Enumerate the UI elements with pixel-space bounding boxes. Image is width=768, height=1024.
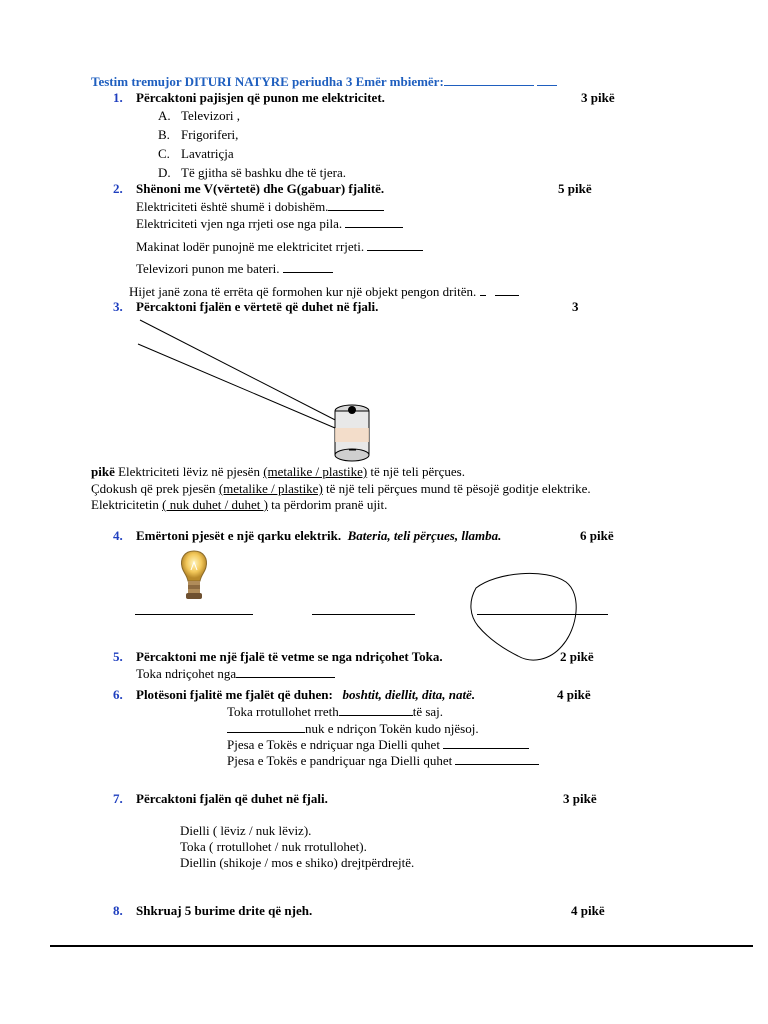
q1-option-c-text: Lavatriçja bbox=[181, 146, 234, 161]
question-2-number: 2. bbox=[113, 181, 123, 196]
q2-answer-line-2[interactable] bbox=[345, 215, 403, 228]
q5-answer-line[interactable] bbox=[236, 665, 335, 678]
q6-sentence-1: Toka rrotullohet rreth të saj. bbox=[227, 704, 444, 719]
bottom-divider bbox=[50, 945, 753, 947]
q3-choice-1[interactable]: (metalike / plastike) bbox=[263, 464, 368, 479]
q6-answer-line-1[interactable] bbox=[339, 703, 413, 716]
q7-sentence-1[interactable]: Dielli ( lëviz / nuk lëviz). bbox=[180, 823, 312, 838]
q3-sentence-1: pikë Elektriciteti lëviz në pjesën (metalike / plastike) të një teli përçues. bbox=[91, 464, 465, 479]
question-1-text: Përcaktoni pajisjen që punon me elektricitet. bbox=[136, 90, 385, 105]
q6-answer-line-4[interactable] bbox=[455, 752, 539, 765]
wire-upper bbox=[140, 320, 345, 425]
battery-icon bbox=[335, 405, 369, 461]
question-4-number: 4. bbox=[113, 528, 123, 543]
q2-statement-2: Elektriciteti vjen nga rrjeti ose nga pila. bbox=[136, 215, 403, 232]
q2-statement-5: Hijet janë zona të errëta që formohen kur një objekt pengon dritën. bbox=[129, 283, 519, 300]
battery-wires-illustration bbox=[130, 310, 380, 470]
q6-sentence-2: nuk e ndriçon Tokën kudo njësoj. bbox=[227, 720, 479, 737]
q6-sentence-4: Pjesa e Tokës e pandriçuar nga Dielli quhet bbox=[227, 752, 539, 769]
q3-choice-3[interactable]: ( nuk duhet / duhet ) bbox=[162, 497, 268, 512]
q3-sentence-2: Çdokush që prek pjesën (metalike / plastike) të një teli përçues mund të pësojë goditje elektrike. bbox=[91, 481, 591, 496]
q6-answer-line-3[interactable] bbox=[443, 736, 529, 749]
question-7-text: Përcaktoni fjalën që duhet në fjali. bbox=[136, 791, 328, 806]
q1-option-b-text: Frigoriferi, bbox=[181, 127, 239, 142]
q3-sentence-3: Elektricitetin ( nuk duhet / duhet ) ta përdorim pranë ujit. bbox=[91, 497, 388, 512]
question-7-number: 7. bbox=[113, 791, 123, 806]
q7-sentence-3[interactable]: Diellin (shikoje / mos e shiko) drejtpërdrejtë. bbox=[180, 855, 415, 870]
q2-answer-line-4[interactable] bbox=[283, 260, 333, 273]
question-2-text: Shënoni me V(vërtetë) dhe G(gabuar) fjalitë. bbox=[136, 181, 385, 196]
name-answer-line[interactable] bbox=[444, 73, 534, 86]
q4-answer-line-1[interactable] bbox=[135, 614, 253, 615]
q7-sentence-2[interactable]: Toka ( rrotullohet / nuk rrotullohet). bbox=[180, 839, 367, 854]
question-5-number: 5. bbox=[113, 649, 123, 664]
question-8-text: Shkruaj 5 burime drite që njeh. bbox=[136, 903, 313, 918]
q6-sentence-3: Pjesa e Tokës e ndriçuar nga Dielli quhet bbox=[227, 736, 529, 753]
q1-option-d[interactable]: D. bbox=[158, 165, 171, 180]
question-4-text: Emërtoni pjesët e një qarku elektrik. Bateria, teli përçues, llamba. bbox=[136, 528, 502, 543]
question-6-points: 4 pikë bbox=[557, 687, 591, 702]
q6-answer-line-2[interactable] bbox=[227, 720, 305, 733]
question-4-points: 6 pikë bbox=[580, 528, 614, 543]
q1-option-b[interactable]: B. bbox=[158, 127, 170, 142]
q2-answer-line-3[interactable] bbox=[367, 238, 423, 251]
test-title: Testim tremujor DITURI NATYRE periudha 3 Emër mbiemër: bbox=[91, 73, 557, 90]
question-5-points: 2 pikë bbox=[560, 649, 594, 664]
question-3-text: Përcaktoni fjalën e vërtetë që duhet në fjali. bbox=[136, 299, 379, 314]
q2-statement-4: Televizori punon me bateri. bbox=[136, 260, 333, 277]
q1-option-d-text: Të gjitha së bashku dhe të tjera. bbox=[181, 165, 346, 180]
q4-answer-line-2[interactable] bbox=[312, 614, 415, 615]
question-2-points: 5 pikë bbox=[558, 181, 592, 196]
question-8-number: 8. bbox=[113, 903, 123, 918]
question-6-text: Plotësoni fjalitë me fjalët që duhen: boshtit, diellit, dita, natë. bbox=[136, 687, 476, 702]
q3-choice-2[interactable]: (metalike / plastike) bbox=[218, 481, 323, 496]
q5-answer-row: Toka ndriçohet nga bbox=[136, 665, 335, 682]
wire-lower bbox=[138, 344, 335, 428]
question-3-number: 3. bbox=[113, 299, 123, 314]
q2-answer-line-5[interactable] bbox=[495, 283, 519, 296]
q2-statement-3: Makinat lodër punojnë me elektricitet rrjeti. bbox=[136, 238, 423, 255]
question-1-number: 1. bbox=[113, 90, 123, 105]
q2-statement-1: Elektriciteti është shumë i dobishëm. bbox=[136, 198, 384, 215]
question-3-points: 3 bbox=[572, 299, 579, 314]
question-7-points: 3 pikë bbox=[563, 791, 597, 806]
question-5-text: Përcaktoni me një fjalë të vetme se nga ndriçohet Toka. bbox=[136, 649, 443, 664]
q1-option-a-text: Televizori , bbox=[181, 108, 241, 123]
q1-option-a[interactable]: A. bbox=[158, 108, 171, 123]
question-8-points: 4 pikë bbox=[571, 903, 605, 918]
lightbulb-icon bbox=[176, 548, 212, 602]
q1-option-c[interactable]: C. bbox=[158, 146, 170, 161]
q2-answer-line-1[interactable] bbox=[328, 198, 384, 211]
question-6-number: 6. bbox=[113, 687, 123, 702]
question-1-points: 3 pikë bbox=[581, 90, 615, 105]
